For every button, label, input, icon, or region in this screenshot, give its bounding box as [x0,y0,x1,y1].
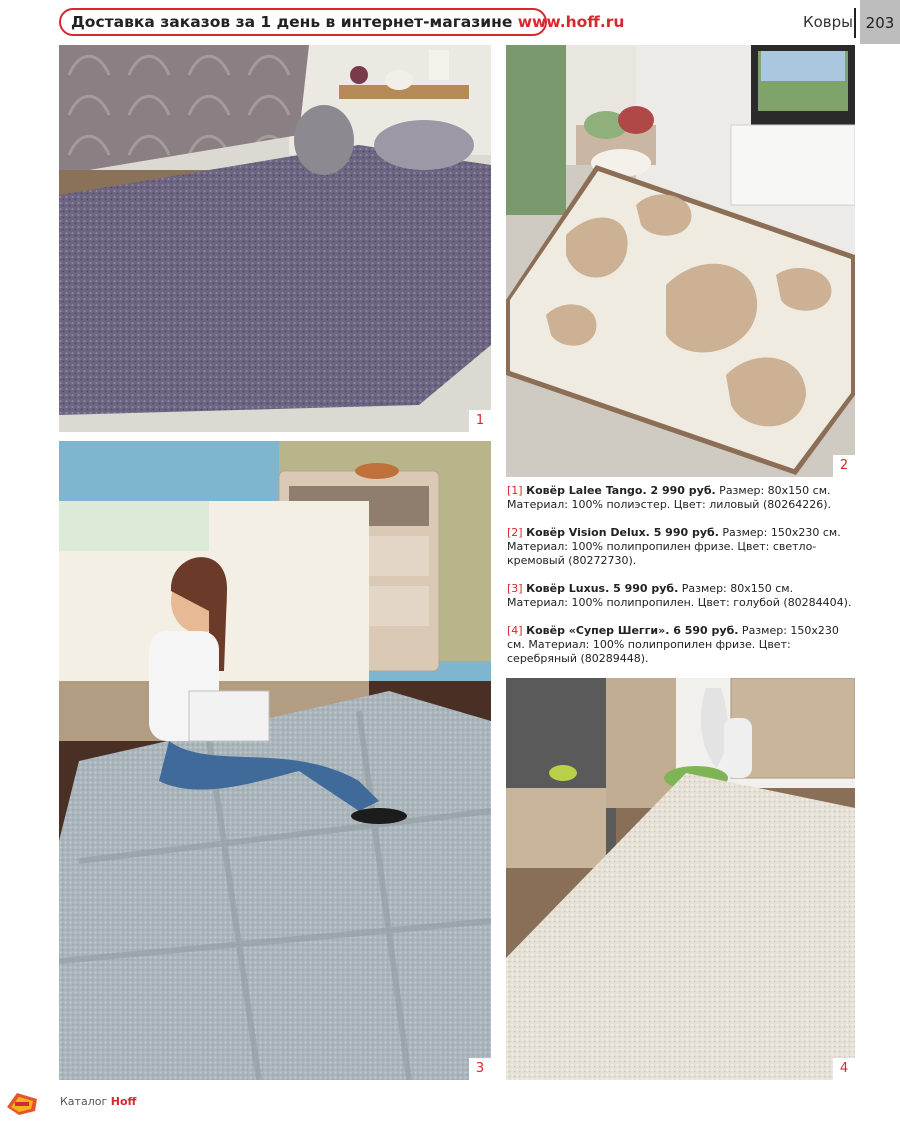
ref-marker: [2] [507,525,523,539]
ref-marker: [3] [507,582,523,596]
product-title: Ковёр «Супер Шегги». 6 590 руб. [526,623,739,637]
product-photo-1[interactable] [59,45,491,432]
product-details: Размер: 80х150 см. Материал: 100% полипропилен. Цвет: голубой (80284404). [507,582,852,610]
product-desc-3 [507,582,857,610]
product-details: Размер: 80х150 см. Материал: 100% полиэстер. Цвет: лиловый (80264226). [507,484,832,512]
section-title: Ковры [802,13,853,31]
product-desc-2 [507,526,857,569]
product-desc-4 [507,624,857,667]
footer-catalog [60,1095,136,1108]
product-title: Ковёр Luxus. 5 990 руб. [526,582,679,596]
product-photo-2[interactable] [506,45,855,477]
banner-url-link[interactable]: www.hoff.ru [517,13,625,31]
product-descriptions [507,484,857,680]
product-desc-1 [507,484,857,512]
ref-marker: [1] [507,484,523,497]
page-number: 203 [860,0,900,44]
product-details: Размер: 150х230 см. Материал: 100% полипропилен фризе. Цвет: светло-кремовый (80272730). [507,525,841,568]
photo-number: 2 [833,455,855,477]
ref-marker: [4] [507,623,523,637]
delivery-banner[interactable] [59,8,625,36]
photo-number: 3 [469,1058,491,1080]
photo-number: 4 [833,1058,855,1080]
photo-number: 1 [469,410,491,432]
product-details: Размер: 150х230 см. Материал: 100% полипропилен фризе. Цвет: серебряный (80289448). [507,623,839,666]
product-photo-4[interactable] [506,678,855,1080]
banner-text: Доставка заказов за 1 день в интернет-магазине [71,13,518,31]
product-title: Ковёр Vision Delux. 5 990 руб. [526,525,719,539]
header-divider [854,8,856,38]
footer-label: Каталог [60,1095,111,1108]
footer-brand: Hoff [110,1095,137,1108]
product-photo-3[interactable] [59,441,491,1080]
product-title: Ковёр Lalee Tango. 2 990 руб. [526,484,716,497]
hoff-logo-icon [5,1091,39,1121]
